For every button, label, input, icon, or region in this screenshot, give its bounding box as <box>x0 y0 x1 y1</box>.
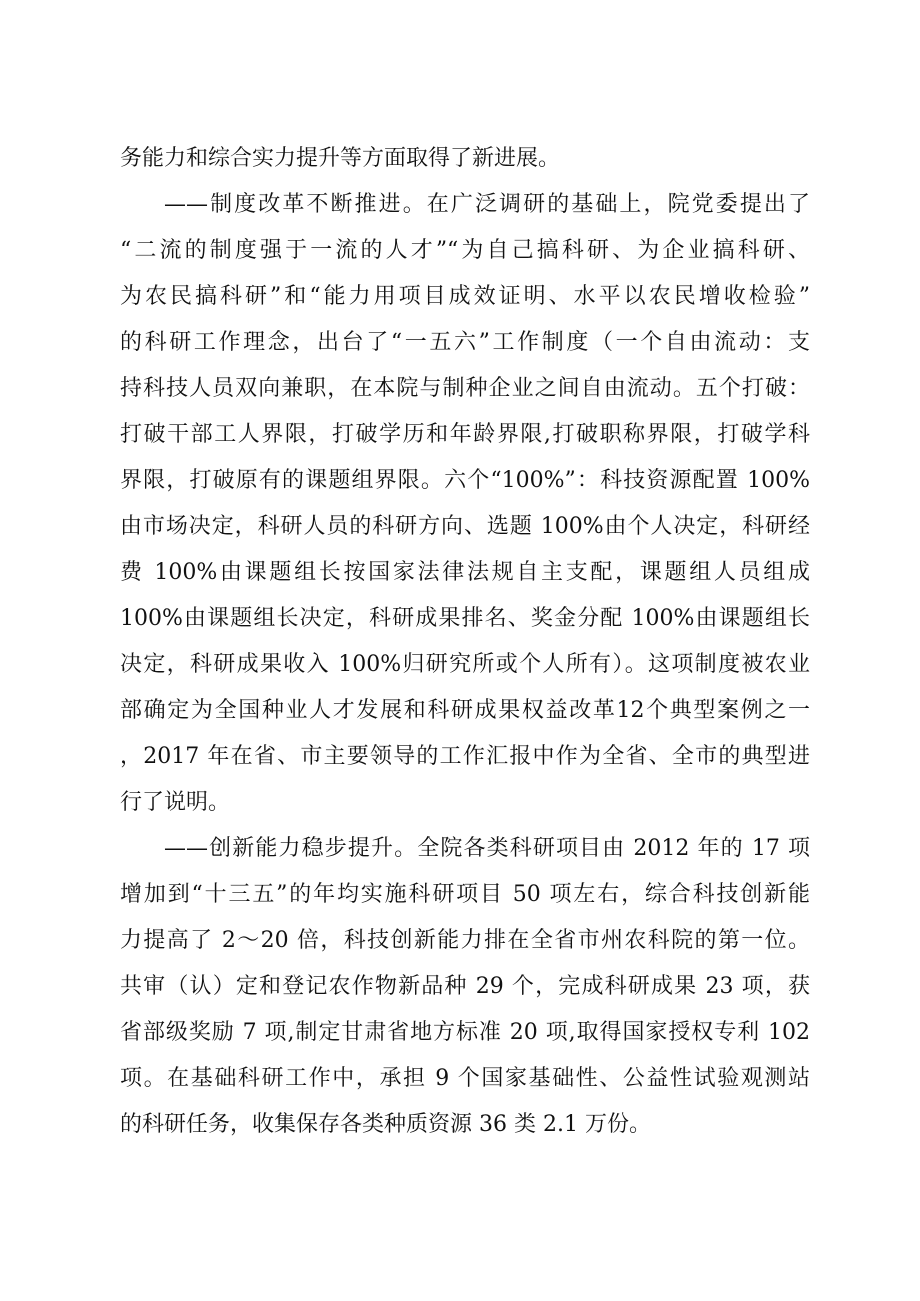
text-line: 务能力和综合实力提升等方面取得了新进展。 <box>120 146 561 171</box>
text-line: 界限，打破原有的课题组界限。六个“100%”：科技资源配置 100% <box>120 468 810 493</box>
text-line: 的科研任务，收集保存各类种质资源 36 类 2.1 万份。 <box>120 1112 651 1137</box>
text-line: 的科研工作理念，出台了“一五六”工作制度（一个自由流动：支 <box>120 330 810 355</box>
body-text <box>120 136 810 1148</box>
text-line: 行了说明。 <box>120 790 231 815</box>
text-line: 决定，科研成果收入 100%归研究所或个人所有）。这项制度被农业 <box>120 652 810 677</box>
text-line: 由市场决定，科研人员的科研方向、选题 100%由个人决定，科研经 <box>120 514 810 539</box>
text-line: 增加到“十三五”的年均实施科研项目 50 项左右，综合科技创新能 <box>120 882 810 907</box>
text-line: 共审（认）定和登记农作物新品种 29 个，完成科研成果 23 项，获 <box>120 974 810 999</box>
text-line: 持科技人员双向兼职，在本院与制种企业之间自由流动。五个打破： <box>120 376 810 401</box>
text-line: 100%由课题组长决定，科研成果排名、奖金分配 100%由课题组长 <box>120 606 810 631</box>
paragraph-start-line: ——制度改革不断推进。在广泛调研的基础上，院党委提出了 <box>164 192 810 217</box>
text-line: 部确定为全国种业人才发展和科研成果权益改革12个典型案例之一 <box>120 698 810 723</box>
text-line: 费 100%由课题组长按国家法律法规自主支配，课题组人员组成 <box>120 560 810 585</box>
paragraph-start-line: ——创新能力稳步提升。全院各类科研项目由 2012 年的 17 项 <box>164 836 810 861</box>
text-line: ，2017 年在省、市主要领导的工作汇报中作为全省、全市的典型进 <box>120 744 810 769</box>
text-line: 力提高了 2～20 倍，科技创新能力排在全省市州农科院的第一位。 <box>120 928 810 953</box>
text-line: 项。在基础科研工作中，承担 9 个国家基础性、公益性试验观测站 <box>120 1066 810 1091</box>
text-line: “二流的制度强于一流的人才”“为自己搞科研、为企业搞科研、 <box>120 238 810 263</box>
text-line: 打破干部工人界限，打破学历和年龄界限,打破职称界限，打破学科 <box>120 422 810 447</box>
text-line: 省部级奖励 7 项,制定甘肃省地方标准 20 项,取得国家授权专利 102 <box>120 1020 810 1045</box>
text-line: 为农民搞科研”和“能力用项目成效证明、水平以农民增收检验” <box>120 284 810 309</box>
